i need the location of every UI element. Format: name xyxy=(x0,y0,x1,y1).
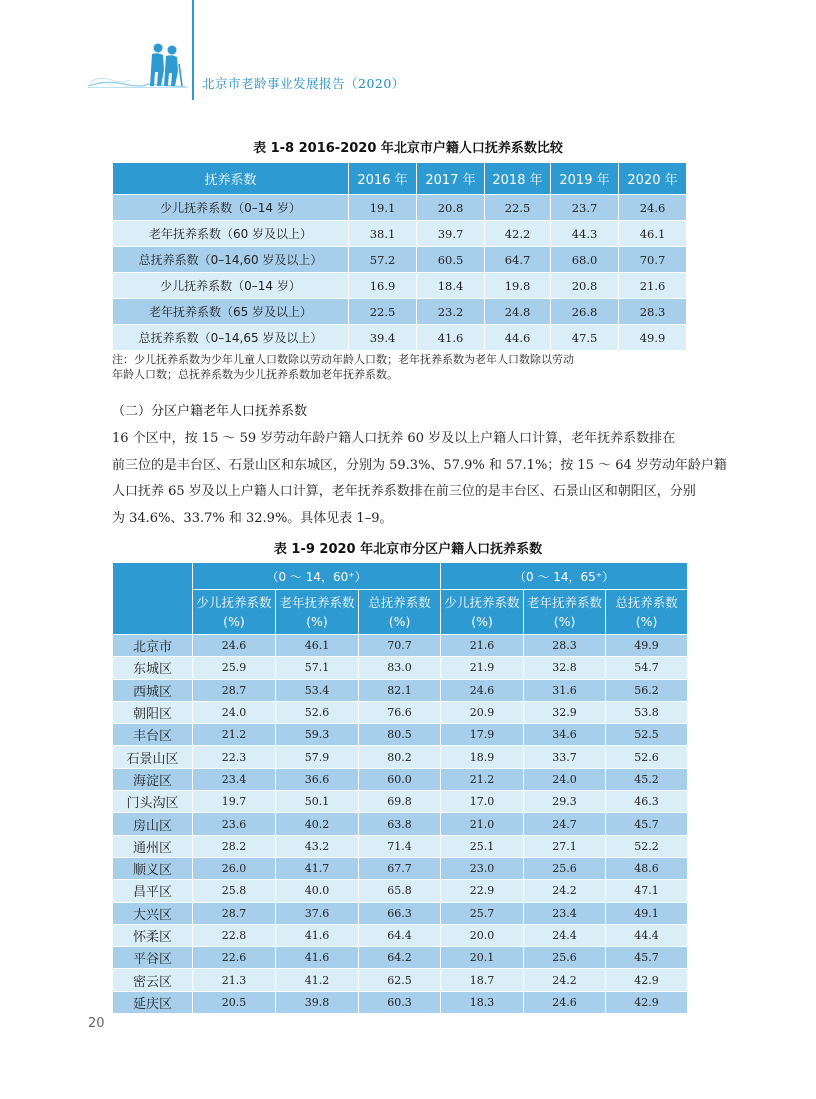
value-cell: 57.2 xyxy=(349,247,417,273)
table-row xyxy=(113,247,687,273)
table-row xyxy=(113,991,688,1013)
section-subheading: （二）分区户籍老年人口抚养系数 xyxy=(112,404,308,419)
value-cell: 53.4 xyxy=(276,679,359,701)
body-paragraph xyxy=(112,426,727,532)
value-cell: 52.6 xyxy=(606,746,688,768)
value-cell: 69.8 xyxy=(359,791,441,813)
value-cell: 28.3 xyxy=(619,299,687,325)
table-row xyxy=(113,299,687,325)
table-row xyxy=(113,746,688,768)
row-label-cell: 总抚养系数（0–14,65 岁及以上） xyxy=(113,325,349,351)
value-cell: 82.1 xyxy=(359,679,441,701)
value-cell: 38.1 xyxy=(349,221,417,247)
value-cell: 32.8 xyxy=(524,657,606,679)
row-label-cell: 门头沟区 xyxy=(113,791,193,813)
column-header: 少儿抚养系数 (%) xyxy=(441,590,524,635)
value-cell: 49.9 xyxy=(606,635,688,657)
value-cell: 42.2 xyxy=(485,221,551,247)
column-header: 2020 年 xyxy=(619,163,687,195)
value-cell: 44.3 xyxy=(551,221,619,247)
table-row xyxy=(113,880,688,902)
value-cell: 47.5 xyxy=(551,325,619,351)
value-cell: 60.0 xyxy=(359,768,441,790)
row-label-cell: 怀柔区 xyxy=(113,924,193,946)
value-cell: 20.9 xyxy=(441,701,524,723)
value-cell: 24.6 xyxy=(193,635,276,657)
table-row xyxy=(113,857,688,879)
value-cell: 64.7 xyxy=(485,247,551,273)
running-header-title: 北京市老龄事业发展报告（2020） xyxy=(202,76,405,91)
value-cell: 62.5 xyxy=(359,969,441,991)
value-cell: 21.6 xyxy=(441,635,524,657)
value-cell: 54.7 xyxy=(606,657,688,679)
column-header: 总抚养系数 (%) xyxy=(606,590,688,635)
row-label-cell: 总抚养系数（0–14,60 岁及以上） xyxy=(113,247,349,273)
value-cell: 83.0 xyxy=(359,657,441,679)
value-cell: 48.6 xyxy=(606,857,688,879)
value-cell: 41.6 xyxy=(276,924,359,946)
value-cell: 37.6 xyxy=(276,902,359,924)
group-header: （0 ～ 14，65⁺） xyxy=(441,563,688,590)
value-cell: 18.7 xyxy=(441,969,524,991)
value-cell: 23.2 xyxy=(417,299,485,325)
table-row xyxy=(113,924,688,946)
table-row xyxy=(113,195,687,221)
value-cell: 22.6 xyxy=(193,947,276,969)
table-row xyxy=(113,947,688,969)
column-header: 2017 年 xyxy=(417,163,485,195)
value-cell: 25.1 xyxy=(441,835,524,857)
value-cell: 27.1 xyxy=(524,835,606,857)
value-cell: 25.6 xyxy=(524,857,606,879)
value-cell: 42.9 xyxy=(606,991,688,1013)
value-cell: 28.3 xyxy=(524,635,606,657)
value-cell: 24.4 xyxy=(524,924,606,946)
value-cell: 66.3 xyxy=(359,902,441,924)
row-label-cell: 密云区 xyxy=(113,969,193,991)
value-cell: 31.6 xyxy=(524,679,606,701)
value-cell: 18.9 xyxy=(441,746,524,768)
table-row xyxy=(113,724,688,746)
value-cell: 47.1 xyxy=(606,880,688,902)
value-cell: 19.7 xyxy=(193,791,276,813)
row-label-cell: 少儿抚养系数（0–14 岁） xyxy=(113,273,349,299)
row-label-cell: 西城区 xyxy=(113,679,193,701)
value-cell: 59.3 xyxy=(276,724,359,746)
value-cell: 67.7 xyxy=(359,857,441,879)
value-cell: 46.1 xyxy=(619,221,687,247)
row-label-cell: 东城区 xyxy=(113,657,193,679)
value-cell: 65.8 xyxy=(359,880,441,902)
value-cell: 46.1 xyxy=(276,635,359,657)
value-cell: 26.8 xyxy=(551,299,619,325)
value-cell: 41.6 xyxy=(417,325,485,351)
value-cell: 71.4 xyxy=(359,835,441,857)
paragraph-line: 人口抚养 65 岁及以上户籍人口计算，老年抚养系数排在前三位的是丰台区、石景山区和朝阳区，分别 xyxy=(112,484,696,499)
value-cell: 68.0 xyxy=(551,247,619,273)
table-row xyxy=(113,325,687,351)
row-label-cell: 平谷区 xyxy=(113,947,193,969)
table-1-9 xyxy=(112,562,688,1014)
table-1-8 xyxy=(112,162,687,351)
column-header: 2019 年 xyxy=(551,163,619,195)
group-header: （0 ～ 14，60⁺） xyxy=(193,563,441,590)
table-row xyxy=(113,221,687,247)
paragraph-line: 前三位的是丰台区、石景山区和东城区，分别为 59.3%、57.9% 和 57.1%；按 15 ～ 64 岁劳动年龄户籍 xyxy=(112,457,727,473)
value-cell: 20.5 xyxy=(193,991,276,1013)
table-1-8-caption: 表 1-8 2016-2020 年北京市户籍人口抚养系数比较 xyxy=(253,141,563,156)
value-cell: 22.5 xyxy=(485,195,551,221)
value-cell: 39.8 xyxy=(276,991,359,1013)
value-cell: 33.7 xyxy=(524,746,606,768)
value-cell: 24.6 xyxy=(619,195,687,221)
value-cell: 41.2 xyxy=(276,969,359,991)
value-cell: 36.6 xyxy=(276,768,359,790)
value-cell: 49.9 xyxy=(619,325,687,351)
row-label-cell: 石景山区 xyxy=(113,746,193,768)
value-cell: 21.9 xyxy=(441,657,524,679)
value-cell: 22.9 xyxy=(441,880,524,902)
value-cell: 21.6 xyxy=(619,273,687,299)
value-cell: 24.0 xyxy=(193,701,276,723)
value-cell: 40.0 xyxy=(276,880,359,902)
value-cell: 57.9 xyxy=(276,746,359,768)
value-cell: 21.0 xyxy=(441,813,524,835)
value-cell: 80.2 xyxy=(359,746,441,768)
column-header: 少儿抚养系数 (%) xyxy=(193,590,276,635)
value-cell: 25.8 xyxy=(193,880,276,902)
row-label-cell: 延庆区 xyxy=(113,991,193,1013)
note-line: 年龄人口数；总抚养系数为少儿抚养系数加老年抚养系数。 xyxy=(112,368,398,381)
value-cell: 28.7 xyxy=(193,679,276,701)
value-cell: 19.8 xyxy=(485,273,551,299)
table-note xyxy=(112,352,692,382)
value-cell: 23.4 xyxy=(524,902,606,924)
value-cell: 23.4 xyxy=(193,768,276,790)
value-cell: 20.1 xyxy=(441,947,524,969)
value-cell: 24.2 xyxy=(524,880,606,902)
table-row xyxy=(113,657,688,679)
value-cell: 52.5 xyxy=(606,724,688,746)
row-label-cell: 老年抚养系数（65 岁及以上） xyxy=(113,299,349,325)
value-cell: 57.1 xyxy=(276,657,359,679)
value-cell: 23.0 xyxy=(441,857,524,879)
column-header: 老年抚养系数 (%) xyxy=(524,590,606,635)
value-cell: 45.7 xyxy=(606,947,688,969)
value-cell: 34.6 xyxy=(524,724,606,746)
value-cell: 22.5 xyxy=(349,299,417,325)
column-header-row xyxy=(113,590,688,635)
value-cell: 21.2 xyxy=(193,724,276,746)
row-label-cell: 昌平区 xyxy=(113,880,193,902)
row-label-cell: 北京市 xyxy=(113,635,193,657)
table-row xyxy=(113,701,688,723)
value-cell: 24.0 xyxy=(524,768,606,790)
value-cell: 22.3 xyxy=(193,746,276,768)
table-row xyxy=(113,273,687,299)
value-cell: 24.8 xyxy=(485,299,551,325)
group-header-row xyxy=(113,563,688,590)
column-header: 2016 年 xyxy=(349,163,417,195)
value-cell: 16.9 xyxy=(349,273,417,299)
value-cell: 18.4 xyxy=(417,273,485,299)
value-cell: 50.1 xyxy=(276,791,359,813)
value-cell: 17.0 xyxy=(441,791,524,813)
column-header: 2018 年 xyxy=(485,163,551,195)
value-cell: 44.4 xyxy=(606,924,688,946)
value-cell: 29.3 xyxy=(524,791,606,813)
row-label-cell: 丰台区 xyxy=(113,724,193,746)
value-cell: 42.9 xyxy=(606,969,688,991)
value-cell: 32.9 xyxy=(524,701,606,723)
header-divider xyxy=(192,0,194,100)
value-cell: 64.4 xyxy=(359,924,441,946)
corner-cell xyxy=(113,563,193,635)
value-cell: 46.3 xyxy=(606,791,688,813)
table-row xyxy=(113,813,688,835)
value-cell: 20.8 xyxy=(417,195,485,221)
value-cell: 24.7 xyxy=(524,813,606,835)
table-row xyxy=(113,902,688,924)
row-label-cell: 顺义区 xyxy=(113,857,193,879)
value-cell: 28.2 xyxy=(193,835,276,857)
value-cell: 26.0 xyxy=(193,857,276,879)
value-cell: 23.6 xyxy=(193,813,276,835)
note-line: 注：少儿抚养系数为少年儿童人口数除以劳动年龄人口数；老年抚养系数为老年人口数除以劳动 xyxy=(112,353,574,366)
value-cell: 24.6 xyxy=(524,991,606,1013)
value-cell: 18.3 xyxy=(441,991,524,1013)
row-label-cell: 少儿抚养系数（0–14 岁） xyxy=(113,195,349,221)
column-header: 总抚养系数 (%) xyxy=(359,590,441,635)
value-cell: 39.4 xyxy=(349,325,417,351)
header-underline xyxy=(88,87,188,88)
value-cell: 80.5 xyxy=(359,724,441,746)
value-cell: 20.0 xyxy=(441,924,524,946)
page-number: 20 xyxy=(88,1016,105,1031)
table-1-9-caption: 表 1-9 2020 年北京市分区户籍人口抚养系数 xyxy=(273,542,543,557)
value-cell: 20.8 xyxy=(551,273,619,299)
value-cell: 25.9 xyxy=(193,657,276,679)
value-cell: 45.7 xyxy=(606,813,688,835)
elderly-couple-logo-icon xyxy=(86,40,186,90)
value-cell: 25.6 xyxy=(524,947,606,969)
row-label-cell: 朝阳区 xyxy=(113,701,193,723)
value-cell: 41.7 xyxy=(276,857,359,879)
value-cell: 22.8 xyxy=(193,924,276,946)
row-label-cell: 房山区 xyxy=(113,813,193,835)
row-label-cell: 通州区 xyxy=(113,835,193,857)
value-cell: 49.1 xyxy=(606,902,688,924)
value-cell: 45.2 xyxy=(606,768,688,790)
value-cell: 17.9 xyxy=(441,724,524,746)
value-cell: 76.6 xyxy=(359,701,441,723)
paragraph-line: 为 34.6%、33.7% 和 32.9%。具体见表 1–9。 xyxy=(112,510,393,526)
table-header-row xyxy=(113,163,687,195)
value-cell: 43.2 xyxy=(276,835,359,857)
value-cell: 24.6 xyxy=(441,679,524,701)
table-row xyxy=(113,835,688,857)
value-cell: 23.7 xyxy=(551,195,619,221)
column-header: 老年抚养系数 (%) xyxy=(276,590,359,635)
value-cell: 24.2 xyxy=(524,969,606,991)
value-cell: 39.7 xyxy=(417,221,485,247)
value-cell: 53.8 xyxy=(606,701,688,723)
value-cell: 70.7 xyxy=(359,635,441,657)
table-row xyxy=(113,791,688,813)
value-cell: 40.2 xyxy=(276,813,359,835)
table-row xyxy=(113,969,688,991)
value-cell: 60.5 xyxy=(417,247,485,273)
table-row xyxy=(113,679,688,701)
value-cell: 64.2 xyxy=(359,947,441,969)
value-cell: 56.2 xyxy=(606,679,688,701)
table-row xyxy=(113,768,688,790)
row-label-cell: 老年抚养系数（60 岁及以上） xyxy=(113,221,349,247)
value-cell: 21.2 xyxy=(441,768,524,790)
table-row xyxy=(113,635,688,657)
value-cell: 28.7 xyxy=(193,902,276,924)
row-label-cell: 大兴区 xyxy=(113,902,193,924)
value-cell: 52.6 xyxy=(276,701,359,723)
row-label-cell: 海淀区 xyxy=(113,768,193,790)
value-cell: 21.3 xyxy=(193,969,276,991)
column-header: 抚养系数 xyxy=(113,163,349,195)
value-cell: 52.2 xyxy=(606,835,688,857)
value-cell: 63.8 xyxy=(359,813,441,835)
value-cell: 19.1 xyxy=(349,195,417,221)
paragraph-line: 16 个区中，按 15 ～ 59 岁劳动年龄户籍人口抚养 60 岁及以上户籍人口计算，老年抚养系数排在 xyxy=(112,431,676,446)
value-cell: 41.6 xyxy=(276,947,359,969)
value-cell: 60.3 xyxy=(359,991,441,1013)
value-cell: 70.7 xyxy=(619,247,687,273)
value-cell: 25.7 xyxy=(441,902,524,924)
value-cell: 44.6 xyxy=(485,325,551,351)
